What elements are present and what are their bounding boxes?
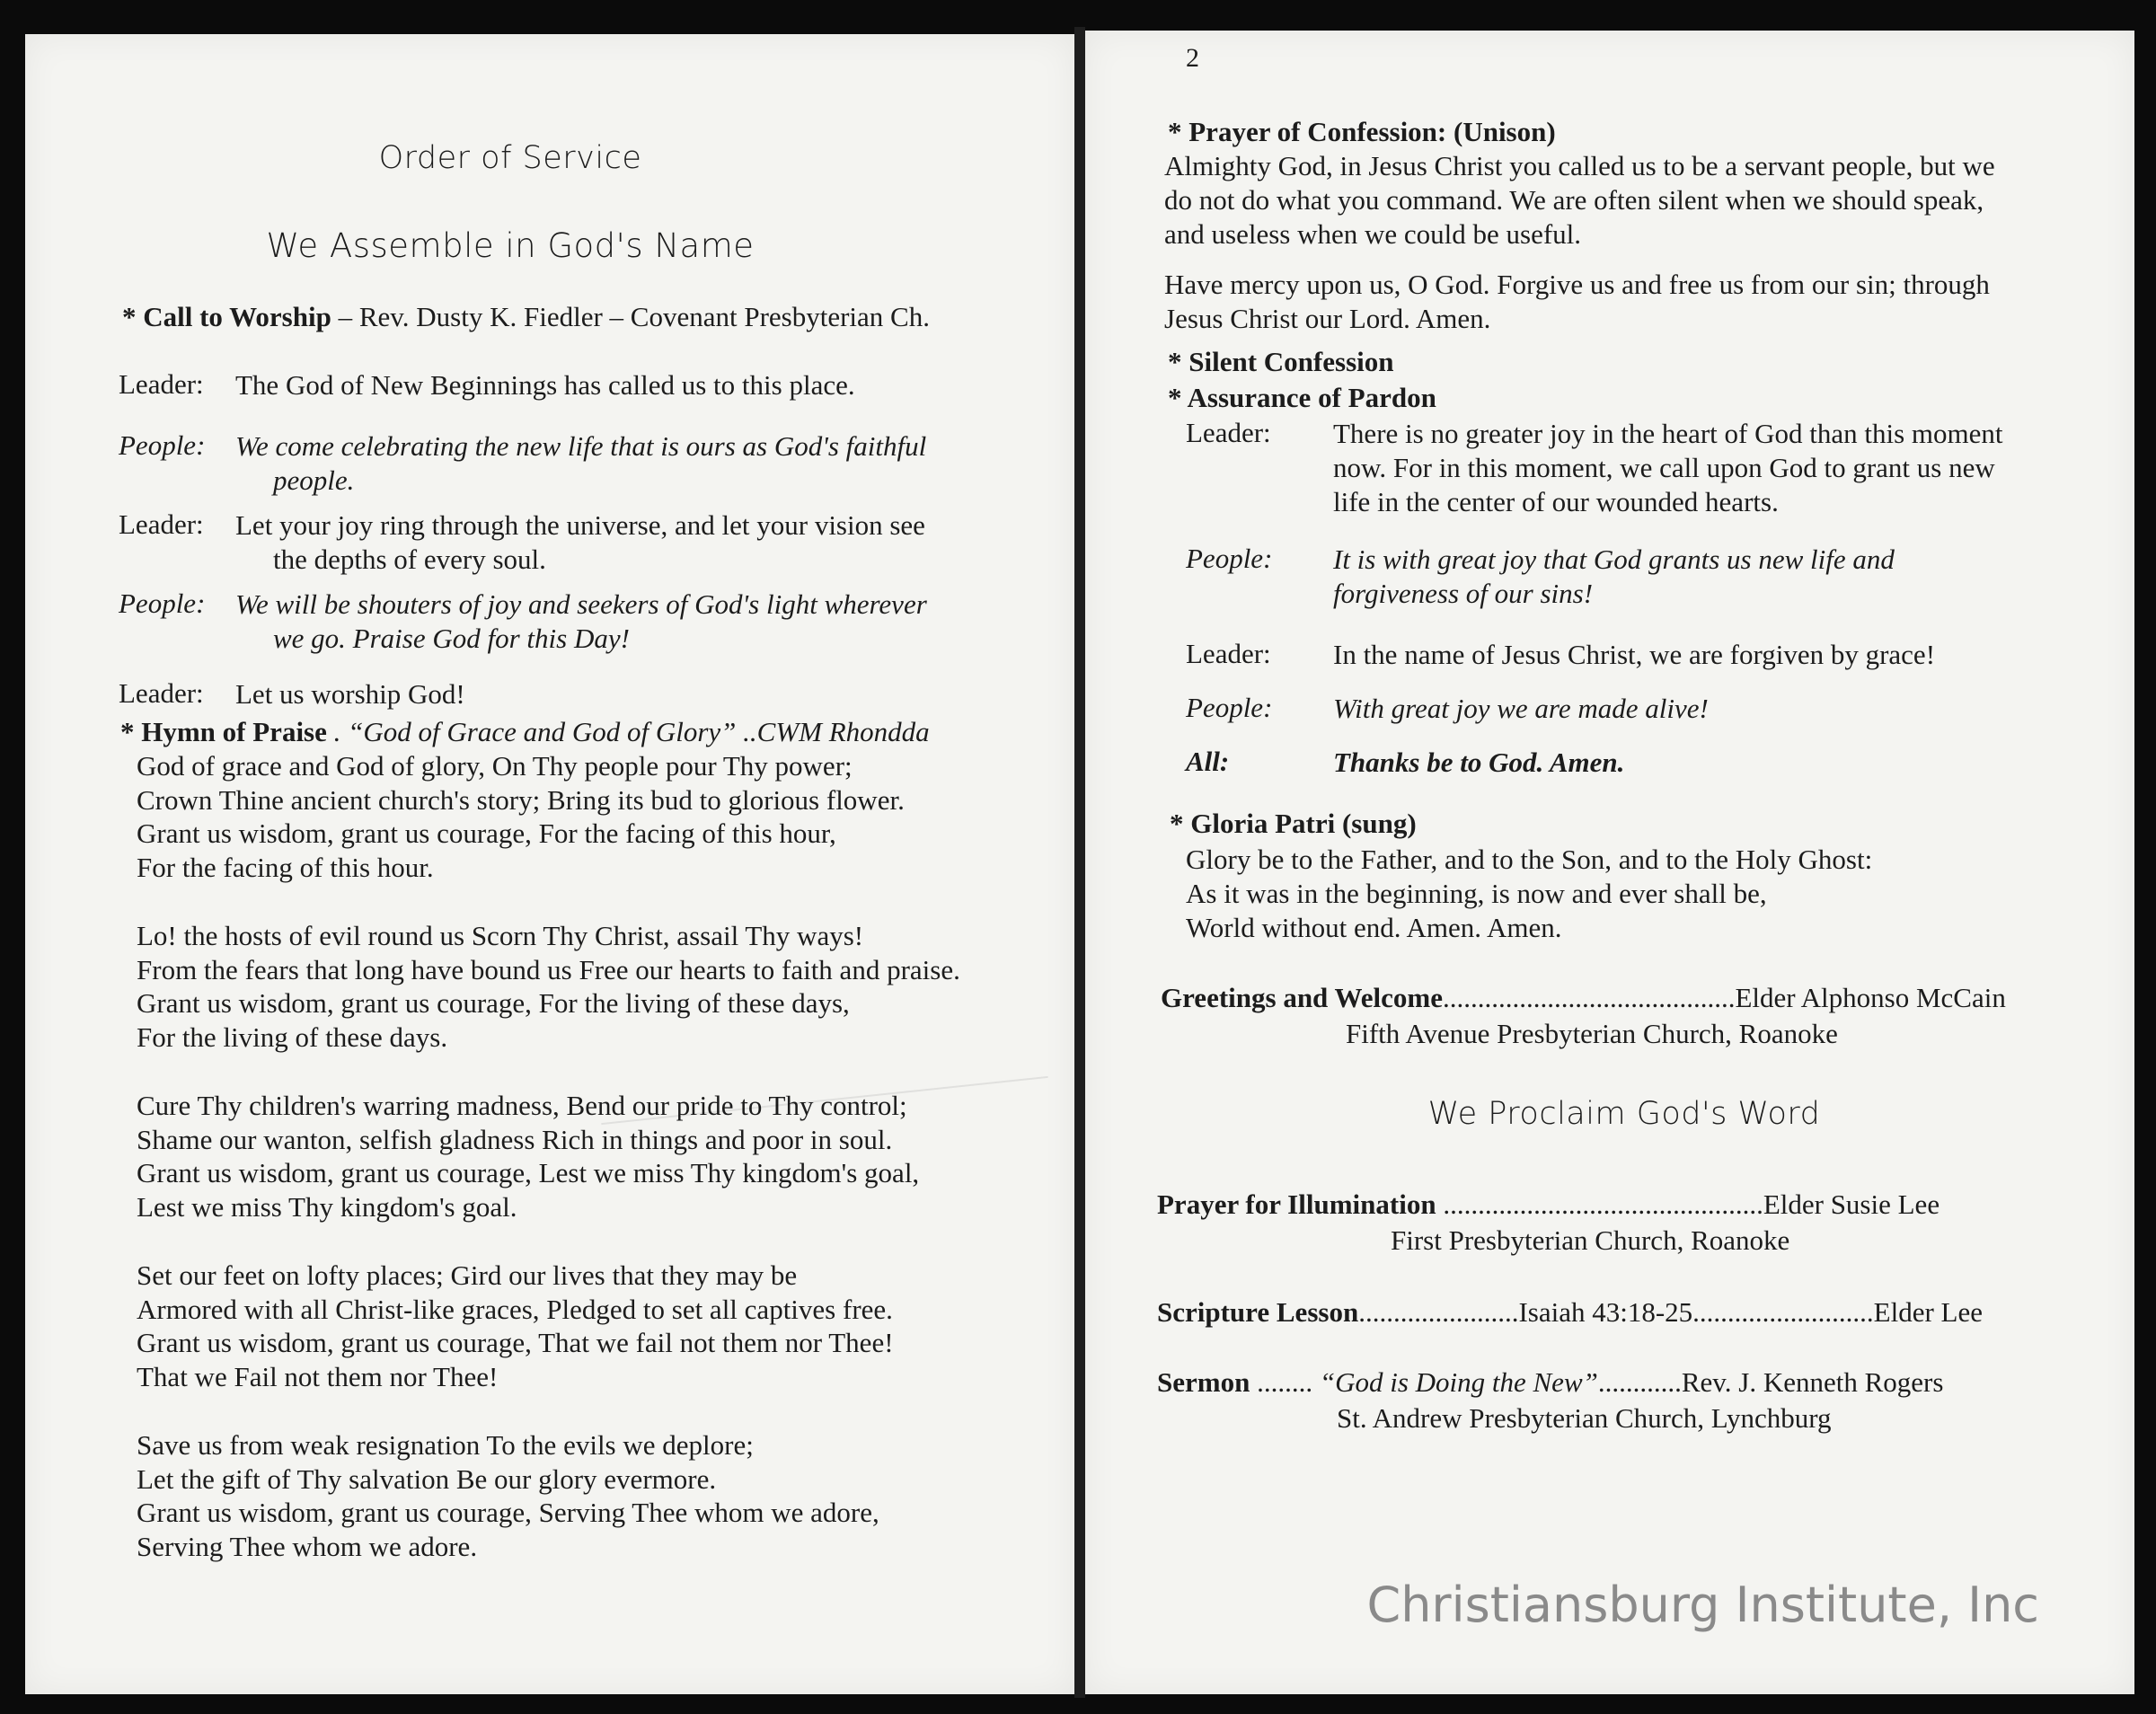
hymn-verse-line: Armored with all Christ-like graces, Pledged to set all captives free. — [137, 1293, 893, 1325]
hymn-verse-line: Cure Thy children's warring madness, Bend our pride to Thy control; — [137, 1090, 907, 1121]
sermon-preacher: Rev. J. Kenneth Rogers — [1681, 1366, 1944, 1398]
assurance-speaker: Leader: — [1186, 417, 1271, 448]
litany-line: Let us worship God! — [235, 678, 465, 710]
hymn-verse-line: Shame our wanton, selfish gladness Rich in things and poor in soul. — [137, 1123, 893, 1155]
hymn-verse-line: Save us from weak resignation To the evils we deplore; — [137, 1429, 754, 1461]
hymn-verse-line: Let the gift of Thy salvation Be our glory evermore. — [137, 1462, 717, 1495]
hymn-verse-line: For the facing of this hour. — [137, 851, 434, 883]
hymn-verse-line: Grant us wisdom, grant us courage, For the facing of this hour, — [137, 817, 836, 849]
sermon-dots-1: ........ — [1250, 1366, 1320, 1398]
hymn-verse-line: Set our feet on lofty places; Gird our lives that they may be — [137, 1259, 798, 1291]
watermark: Christiansburg Institute, Inc — [1366, 1577, 2039, 1633]
hymn-verse-line: Grant us wisdom, grant us courage, Lest we miss Thy kingdom's goal, — [137, 1157, 920, 1188]
assurance-speaker: People: — [1186, 543, 1273, 574]
litany-line: the depths of every soul. — [273, 543, 546, 575]
assurance-line: It is with great joy that God grants us new life and — [1333, 543, 1895, 575]
scripture-dots-1: ....................... — [1358, 1296, 1519, 1328]
litany-speaker: People: — [119, 588, 206, 619]
gloria-line: World without end. Amen. Amen. — [1186, 912, 1562, 943]
left-page — [25, 34, 1074, 1694]
assurance-label: * Assurance of Pardon — [1168, 382, 1436, 413]
order-of-service-title: Order of Service — [378, 140, 642, 176]
hymn-verse-line: Grant us wisdom, grant us courage, For the living of these days, — [137, 987, 850, 1019]
hymn-label: * Hymn of Praise — [120, 716, 327, 747]
gloria-line: As it was in the beginning, is now and ever shall be, — [1186, 878, 1767, 909]
litany-line: We come celebrating the new life that is ours as God's faithful — [235, 430, 927, 462]
illumination-church: First Presbyterian Church, Roanoke — [1391, 1224, 1790, 1256]
booklet-spine — [1074, 27, 1085, 1698]
hymn-verse-line: From the fears that long have bound us Free our hearts to faith and praise. — [137, 953, 960, 985]
litany-speaker: Leader: — [119, 508, 204, 540]
sermon-dots-2: ............ — [1597, 1366, 1682, 1398]
hymn-title: . “God of Grace and God of Glory” ..CWM Rhondda — [326, 716, 930, 747]
scripture-label: Scripture Lesson — [1157, 1296, 1359, 1328]
litany-speaker: Leader: — [119, 677, 204, 709]
illumination-leader: Elder Susie Lee — [1763, 1188, 1940, 1220]
hymn-verse-line: That we Fail not them nor Thee! — [137, 1360, 499, 1392]
litany-speaker: People: — [119, 429, 206, 461]
illumination-label: Prayer for Illumination — [1157, 1188, 1436, 1220]
hymn-verse-line: For the living of these days. — [137, 1020, 448, 1053]
confession-line: Almighty God, in Jesus Christ you called us to be a servant people, but we — [1164, 150, 1995, 181]
greetings-row — [1161, 981, 2006, 1014]
scripture-reference: Isaiah 43:18-25 — [1518, 1296, 1693, 1328]
section-heading-assemble: We Assemble in God's Name — [266, 226, 755, 265]
gloria-line: Glory be to the Father, and to the Son, and to the Holy Ghost: — [1186, 844, 1873, 875]
page-number: 2 — [1186, 43, 1199, 73]
call-to-worship-leader: – Rev. Dusty K. Fiedler – Covenant Presbyterian Ch. — [331, 301, 930, 332]
hymn-verse-line: Lo! the hosts of evil round us Scorn Thy Christ, assail Thy ways! — [137, 920, 864, 951]
assurance-line: forgiveness of our sins! — [1333, 578, 1594, 609]
scripture-row — [1157, 1295, 1983, 1329]
litany-line: Let your joy ring through the universe, and let your vision see — [235, 509, 925, 541]
silent-confession: * Silent Confession — [1168, 346, 1394, 377]
section-heading-proclaim: We Proclaim God's Word — [1427, 1096, 1821, 1132]
greetings-church: Fifth Avenue Presbyterian Church, Roanoke — [1346, 1018, 1838, 1049]
hymn-verse-line: God of grace and God of glory, On Thy people pour Thy power; — [137, 750, 853, 782]
assurance-line: now. For in this moment, we call upon God to grant us new — [1333, 452, 1995, 483]
hymn-verse-line: Grant us wisdom, grant us courage, Serving Thee whom we adore, — [137, 1497, 879, 1528]
litany-line: people. — [273, 464, 355, 496]
assurance-line: With great joy we are made alive! — [1333, 693, 1709, 724]
sermon-title: “God is Doing the New” — [1319, 1366, 1598, 1398]
call-to-worship-label: * Call to Worship — [122, 301, 331, 332]
confession-mercy-line: Jesus Christ our Lord. Amen. — [1164, 303, 1491, 334]
sermon-label: Sermon — [1157, 1366, 1250, 1398]
confession-line: do not do what you command. We are often silent when we should speak, — [1164, 184, 1984, 216]
litany-speaker: Leader: — [119, 368, 204, 400]
greetings-label: Greetings and Welcome — [1161, 982, 1443, 1013]
illumination-row — [1157, 1188, 1940, 1221]
scripture-dots-2: .......................... — [1692, 1296, 1874, 1328]
call-to-worship — [122, 300, 930, 333]
hymn-of-praise — [120, 715, 930, 748]
sermon-row — [1157, 1365, 1943, 1399]
hymn-verse-line: Crown Thine ancient church's story; Bring its bud to glorious flower. — [137, 783, 905, 816]
litany-line: we go. Praise God for this Day! — [273, 623, 630, 654]
confession-line: and useless when we could be useful. — [1164, 218, 1582, 250]
scripture-reader: Elder Lee — [1873, 1296, 1984, 1328]
assurance-speaker: All: — [1186, 746, 1230, 777]
litany-line: The God of New Beginnings has called us to this place. — [235, 369, 855, 401]
greetings-leader: Elder Alphonso McCain — [1735, 982, 2006, 1013]
illumination-dots: .............................................. — [1436, 1188, 1763, 1220]
assurance-speaker: Leader: — [1186, 638, 1271, 669]
gloria-label: * Gloria Patri (sung) — [1170, 808, 1417, 839]
assurance-line: There is no greater joy in the heart of God than this moment — [1333, 418, 2003, 449]
confession-label: * Prayer of Confession: (Unison) — [1168, 116, 1556, 147]
assurance-line: life in the center of our wounded hearts. — [1333, 486, 1779, 517]
greetings-dots: .......................................... — [1443, 982, 1736, 1013]
hymn-verse-line: Grant us wisdom, grant us courage, That we fail not them nor Thee! — [137, 1327, 894, 1358]
sermon-church: St. Andrew Presbyterian Church, Lynchburg — [1337, 1402, 1832, 1434]
right-page — [1085, 31, 2134, 1694]
confession-mercy-line: Have mercy upon us, O God. Forgive us and free us from our sin; through — [1164, 269, 1990, 300]
assurance-speaker: People: — [1186, 692, 1273, 723]
hymn-verse-line: Lest we miss Thy kingdom's goal. — [137, 1190, 517, 1223]
assurance-line: Thanks be to God. Amen. — [1333, 747, 1625, 778]
litany-line: We will be shouters of joy and seekers of God's light wherever — [235, 588, 927, 620]
hymn-verse-line: Serving Thee whom we adore. — [137, 1530, 478, 1562]
assurance-line: In the name of Jesus Christ, we are forgiven by grace! — [1333, 639, 1936, 670]
